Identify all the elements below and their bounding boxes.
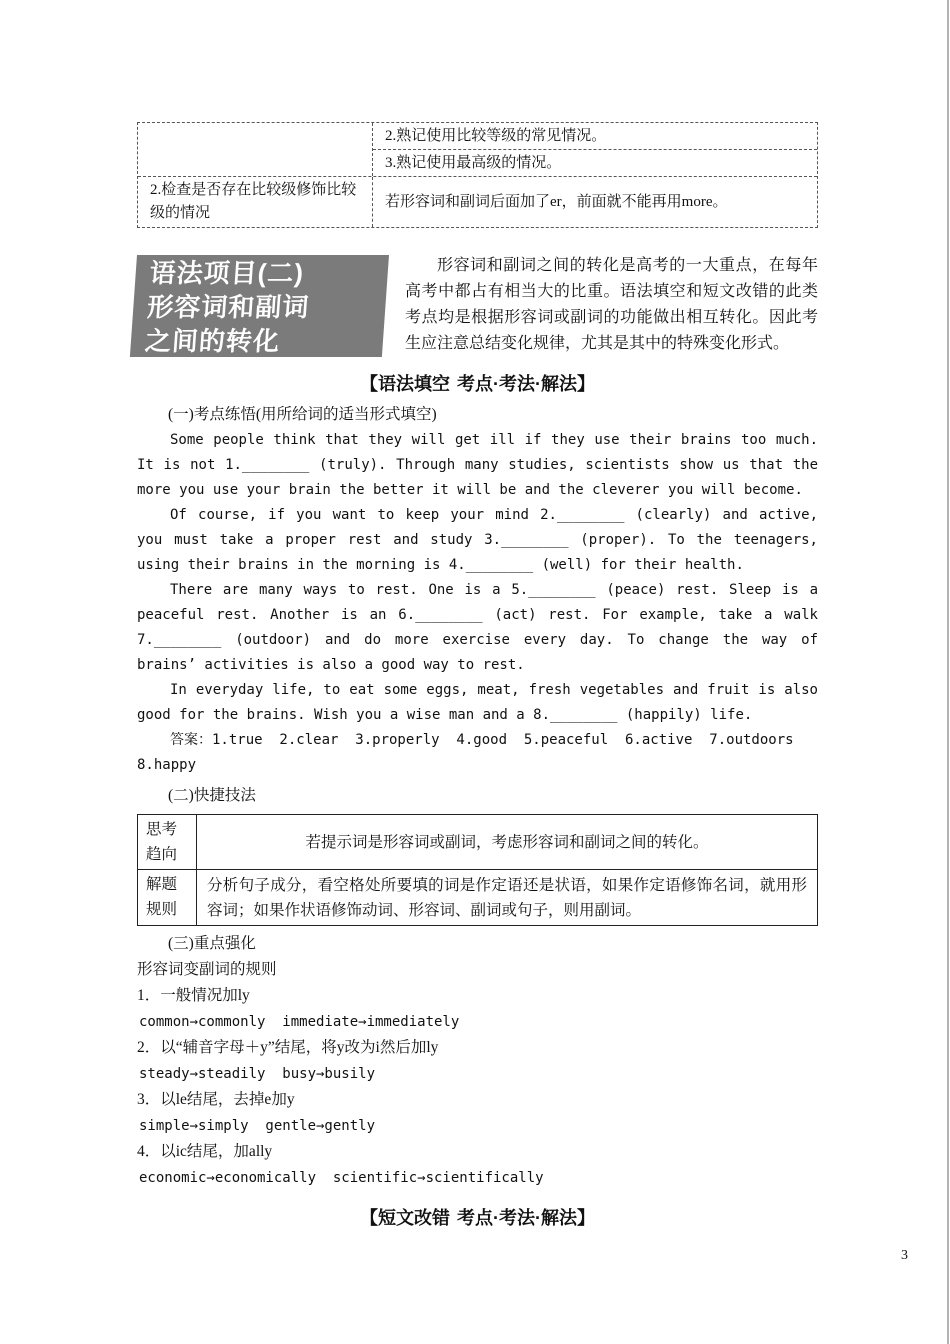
heading-methods-label: 考点·考法·解法】 bbox=[457, 1208, 595, 1228]
table-row bbox=[138, 123, 817, 176]
table-row bbox=[138, 176, 817, 227]
review-checklist-table bbox=[137, 122, 818, 228]
heading-bracket-label: 【语法填空 bbox=[360, 374, 450, 394]
banner-line-2: 形容词和副词 bbox=[146, 292, 311, 322]
subsection-1-title: (一)考点练悟(用所给词的适当形式填空) bbox=[168, 406, 437, 423]
page-content bbox=[137, 0, 818, 1231]
header-line: 思考 bbox=[146, 821, 178, 838]
error-correction-heading bbox=[137, 1205, 818, 1231]
banner-line-1: 语法项目(二) bbox=[148, 258, 306, 288]
exercise-paragraph-2: Of course, if you want to keep your mind 2.________ (clearly) and active, you must take a proper rest and study 3.________ (proper). To the teenagers, using their brains in the morning is 4.________ (well) for their health. bbox=[137, 507, 818, 573]
table-cell: 2.熟记使用比较等级的常见情况。 bbox=[385, 128, 607, 144]
rules-title: 形容词变副词的规则 bbox=[137, 961, 277, 978]
page-right-edge-line bbox=[947, 0, 949, 1344]
table-row bbox=[138, 869, 817, 925]
rule-4: 4．以ic结尾，加ally bbox=[137, 1143, 273, 1160]
table-cell: 分析句子成分，看空格处所要填的词是作定语还是状语，如果作定语修饰名词，就用形容词；如果作状语修饰动词、形容词、副词或句子，则用副词。 bbox=[207, 877, 807, 919]
table-header-cell bbox=[138, 870, 197, 925]
table-cell-group bbox=[373, 123, 817, 176]
table-cell: 若提示词是形容词或副词，考虑形容词和副词之间的转化。 bbox=[305, 833, 709, 851]
answer-line: 答案：1.true 2.clear 3.properly 4.good 5.peaceful 6.active 7.outdoors 8.happy bbox=[137, 732, 794, 773]
table-row bbox=[138, 815, 817, 869]
table-cell: 3.熟记使用最高级的情况。 bbox=[373, 149, 817, 176]
intro-section bbox=[137, 253, 818, 357]
intro-paragraph: 形容词和副词之间的转化是高考的一大重点，在每年高考中都占有相当大的比重。语法填空和短文改错的此类考点均是根据形容词或副词的功能做出相互转化。因此考生应注意总结变化规律，尤其是其中的特殊变化形式。 bbox=[405, 257, 818, 352]
rule-1-example: common→commonly immediate→immediately bbox=[139, 1014, 460, 1030]
heading-bracket-label: 【短文改错 bbox=[360, 1208, 450, 1228]
rule-2-example: steady→steadily busy→busily bbox=[139, 1066, 376, 1082]
subsection-3-title: (三)重点强化 bbox=[168, 935, 256, 952]
rule-2: 2．以“辅音字母＋y”结尾，将y改为i然后加ly bbox=[137, 1039, 439, 1056]
technique-table bbox=[137, 814, 818, 926]
banner-line-3: 之间的转化 bbox=[143, 326, 282, 356]
rule-4-example: economic→economically scientific→scientifically bbox=[139, 1170, 544, 1186]
exercise-paragraph-1: Some people think that they will get ill if they use their brains too much. It is not 1.________ (truly). Through many studies, scientists show us that the more you use your brain the better it will be and the cleverer you will become. bbox=[137, 432, 818, 498]
table-cell-empty bbox=[138, 123, 373, 176]
section-banner bbox=[130, 255, 389, 357]
table-cell: 2.检查是否存在比较级修饰比较级的情况 bbox=[138, 177, 373, 227]
exercise-paragraph-3: There are many ways to rest. One is a 5.________ (peace) rest. Sleep is a peaceful rest. Another is an 6.________ (act) rest. For example, take a walk 7.________ (outdoor) and do more exercise every day. To change the way of brains’ activities is also a good way to rest. bbox=[137, 582, 818, 673]
rule-1: 1．一般情况加ly bbox=[137, 987, 250, 1004]
header-line: 规则 bbox=[146, 901, 178, 918]
table-cell: 若形容词和副词后面加了er，前面就不能再用more。 bbox=[385, 193, 728, 210]
heading-methods-label: 考点·考法·解法】 bbox=[457, 374, 595, 394]
header-line: 趋向 bbox=[146, 846, 178, 863]
page-number: 3 bbox=[901, 1248, 908, 1263]
subsection-2-title: (二)快捷技法 bbox=[168, 787, 256, 804]
exercise-paragraph-4: In everyday life, to eat some eggs, meat, fresh vegetables and fruit is also good for the brains. Wish you a wise man and a 8.________ (happily) life. bbox=[137, 682, 818, 723]
table-header-cell bbox=[138, 815, 197, 869]
rule-3: 3．以le结尾，去掉e加y bbox=[137, 1091, 295, 1108]
grammar-fill-heading bbox=[137, 371, 818, 397]
rule-3-example: simple→simply gentle→gently bbox=[139, 1118, 376, 1134]
header-line: 解题 bbox=[146, 876, 178, 893]
